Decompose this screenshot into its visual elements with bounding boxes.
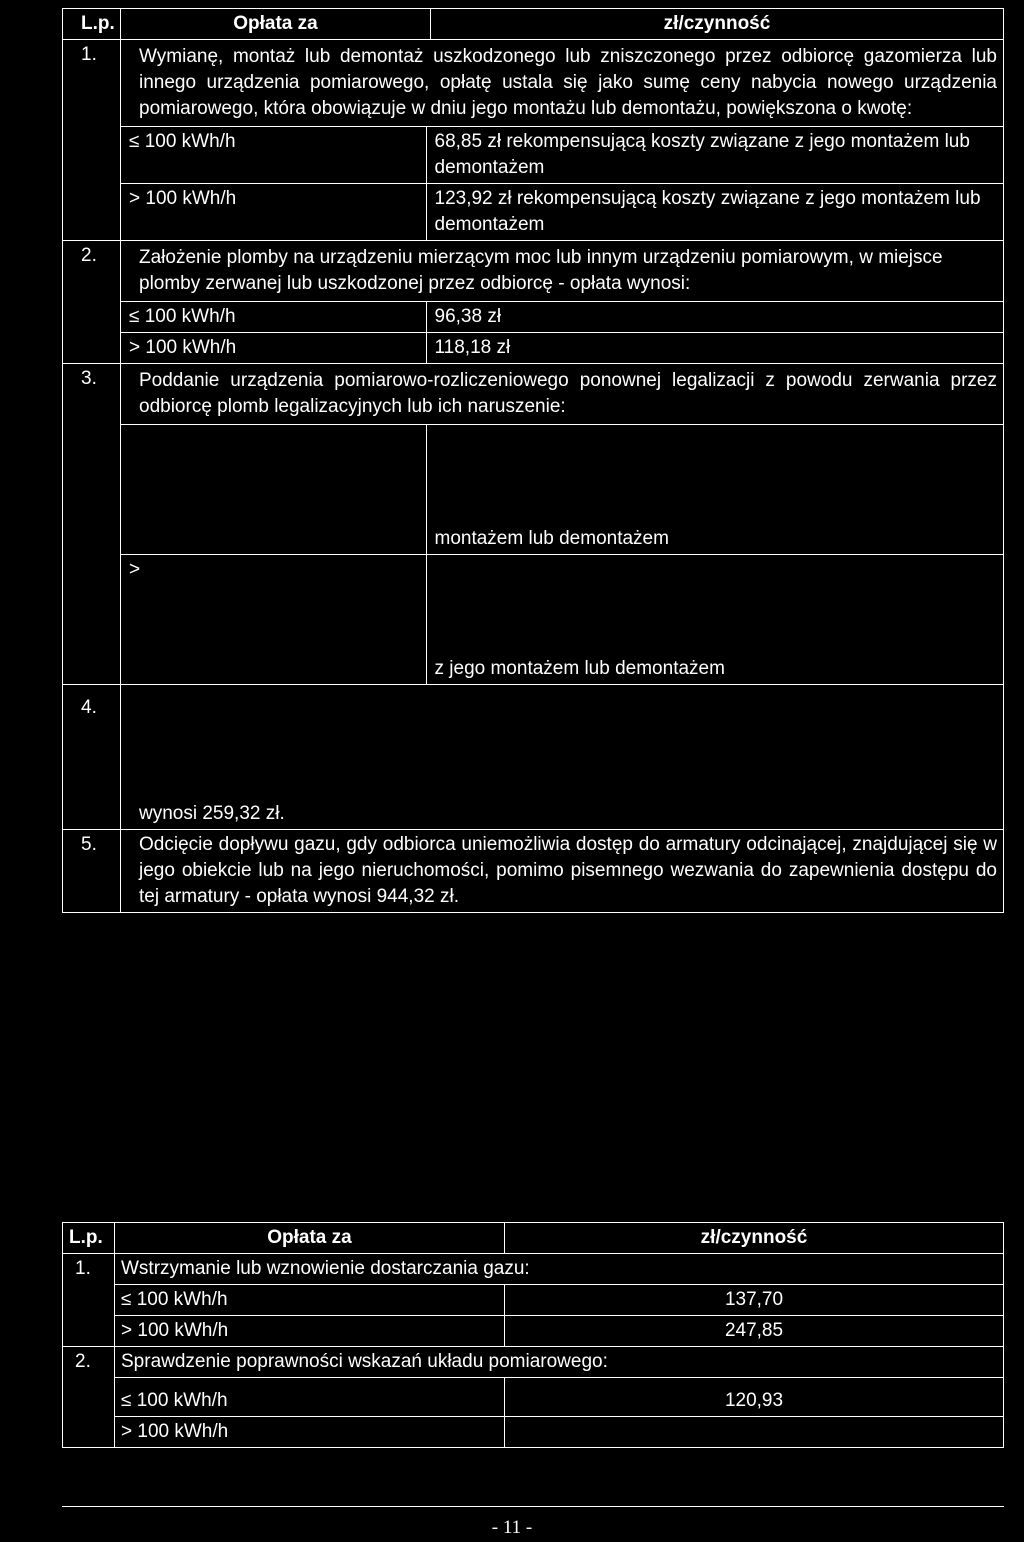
subrow-value: montażem lub demontażem <box>426 425 1003 555</box>
header-unit: zł/czynność <box>431 9 1004 40</box>
page-number: - 11 - <box>491 1517 533 1538</box>
header-lp: L.p. <box>63 9 121 40</box>
sub-row <box>121 184 1003 241</box>
row-number: 1. <box>63 40 121 241</box>
table-row <box>63 364 1004 685</box>
header-lp: L.p. <box>63 1223 115 1254</box>
sub-row <box>121 425 1003 555</box>
subrow-table <box>121 424 1003 684</box>
fees-table-2 <box>62 1222 1004 1448</box>
row-content <box>121 40 1004 241</box>
row-number: 1. <box>63 1254 115 1347</box>
row-content <box>121 364 1004 685</box>
sub-row <box>63 1316 1004 1347</box>
table-row <box>63 241 1004 364</box>
subrow-label: ≤ 100 kWh/h <box>121 127 426 184</box>
row-number: 3. <box>63 364 121 685</box>
table-header-row <box>63 9 1004 40</box>
row-content <box>121 241 1004 364</box>
fees-table-1 <box>62 8 1004 913</box>
subrow-value: 137,70 <box>505 1285 1004 1316</box>
subrow-label <box>121 425 426 555</box>
sub-row <box>121 127 1003 184</box>
row-description: Wstrzymanie lub wznowienie dostarczania gazu: <box>115 1254 1004 1285</box>
table-row <box>63 1347 1004 1378</box>
row-description: Poddanie urządzenia pomiarowo-rozliczeniowego ponownej legalizacji z powodu zerwania przez odbiorcę plomb legalizacyjnych lub ich naruszenie: <box>139 370 997 417</box>
row-number: 4. <box>63 685 121 830</box>
subrow-value: 118,18 zł <box>426 333 1003 364</box>
subrow-value: 120,93 <box>505 1378 1004 1417</box>
subrow-value: 96,38 zł <box>426 302 1003 333</box>
subrow-label: > <box>121 555 426 685</box>
subrow-value <box>505 1417 1004 1448</box>
row-description: Odcięcie dopływu gazu, gdy odbiorca uniemożliwia dostęp do armatury odcinającej, znajdującej się w jego obiekcie lub na jego nieruchomości, pomimo pisemnego wezwania do zapewnienia dostępu do tej armatury - opłata wynosi 944,32 zł. <box>121 830 1004 913</box>
subrow-table <box>121 126 1003 240</box>
subrow-label: > 100 kWh/h <box>121 184 426 241</box>
sub-row <box>63 1285 1004 1316</box>
subrow-label: ≤ 100 kWh/h <box>121 302 426 333</box>
table-row <box>63 1254 1004 1285</box>
sub-row <box>121 555 1003 685</box>
sub-row <box>63 1417 1004 1448</box>
subrow-value: 68,85 zł rekompensującą koszty związane z jego montażem lub demontażem <box>426 127 1003 184</box>
header-fee: Opłata za <box>115 1223 505 1254</box>
sub-row <box>121 333 1003 364</box>
subrow-label: > 100 kWh/h <box>115 1417 505 1448</box>
subrow-table <box>121 301 1003 363</box>
subrow-label: ≤ 100 kWh/h <box>115 1285 505 1316</box>
row-description: Wymianę, montaż lub demontaż uszkodzonego lub zniszczonego przez odbiorcę gazomierza lub innego urządzenia pomiarowego, opłatę ustala się jako sumę ceny nabycia nowego urządzenia pomiarowego, która obowiązuje w dniu jego montażu lub demontażu, powiększona o kwotę: <box>139 46 997 119</box>
row-description: Sprawdzenie poprawności wskazań układu pomiarowego: <box>115 1347 1004 1378</box>
table-header-row <box>63 1223 1004 1254</box>
sub-row <box>121 302 1003 333</box>
row-number: 2. <box>63 241 121 364</box>
header-unit: zł/czynność <box>505 1223 1004 1254</box>
header-fee: Opłata za <box>121 9 431 40</box>
table-row <box>63 830 1004 913</box>
row-number: 2. <box>63 1347 115 1448</box>
subrow-label: ≤ 100 kWh/h <box>115 1378 505 1417</box>
row-description: Założenie plomby na urządzeniu mierzącym moc lub innym urządzeniu pomiarowym, w miejsce plomby zerwanej lub uszkodzonej przez odbiorcę - opłata wynosi: <box>139 247 943 294</box>
row-description: wynosi 259,32 zł. <box>121 685 1004 830</box>
footer-divider <box>62 1506 1004 1507</box>
subrow-value: 247,85 <box>505 1316 1004 1347</box>
subrow-label: > 100 kWh/h <box>121 333 426 364</box>
sub-row <box>63 1378 1004 1417</box>
table-row <box>63 685 1004 830</box>
row-number: 5. <box>63 830 121 913</box>
subrow-value: z jego montażem lub demontażem <box>426 555 1003 685</box>
subrow-label: > 100 kWh/h <box>115 1316 505 1347</box>
table-row <box>63 40 1004 241</box>
subrow-value: 123,92 zł rekompensującą koszty związane z jego montażem lub demontażem <box>426 184 1003 241</box>
